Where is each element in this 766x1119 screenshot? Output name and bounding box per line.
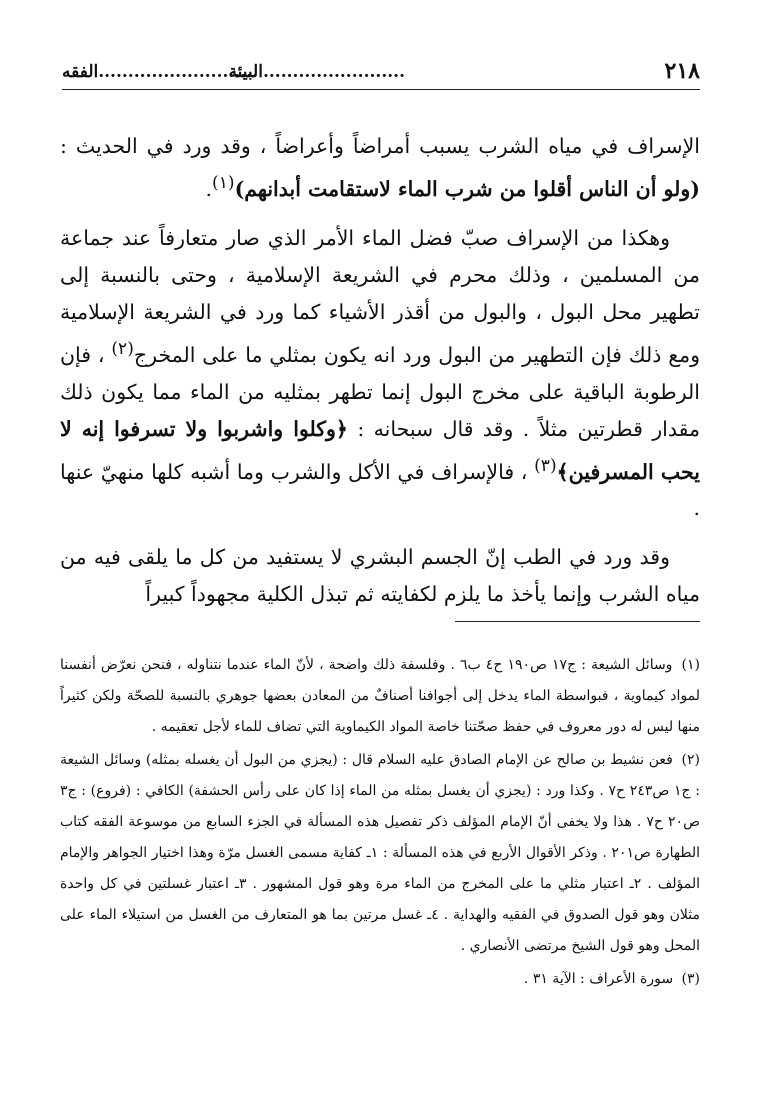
footnote-number: (١)	[681, 657, 700, 673]
footnote-ref-2[interactable]: (٢)	[111, 338, 134, 359]
footnotes	[60, 650, 700, 997]
paragraph-3	[60, 539, 700, 613]
page-number: ٢١٨	[664, 58, 700, 84]
paragraph-1-end: .	[205, 176, 213, 201]
footnote-number: (٣)	[681, 971, 700, 987]
paragraph-2-text-b: ، فإن الرطوبة الباقية على مخرج البول إنما تطهر بمثليه من الماء مما يكون ذلك مقدار قطرتين مثلاً . وقد قال سبحانه :	[60, 342, 700, 441]
running-header	[62, 58, 700, 86]
footnote-1	[60, 650, 700, 743]
paragraph-2-text-c: ، فالإسراف في الأكل والشرب وما أشبه كلها منهيّ عنها .	[60, 459, 700, 521]
footnote-text: فعن نشيط بن صالح عن الإمام الصادق عليه السلام قال : (يجزي من البول أن يغسله بمثله) وسائل الشيعة : ج١ ص٢٤٣ ح٧ . وكذا ورد : (يجزي أن يغسل بمثله من الماء إذا كان على رأس الحشفة) الكافي : (فروع) : ج٣ ص٢٠ ح٧ . هذا ولا يخفى أنّ الإمام المؤلف ذكر تفصيل هذه المسألة في الجزء السابع من موسوعة الفقه كتاب الطهارة ص٢٠١ . وذكر الأقوال الأربع في هذه المسألة : ١ـ كفاية مسمى الغسل مرّة وهذا اختيار الجواهر والإمام المؤلف . ٢ـ اعتبار مثلي ما على المخرج من الماء مرة وهو قول المشهور . ٣ـ اعتبار غسلتين في كل واحدة مثلان وهو قول الصدوق في الفقيه والهداية . ٤ـ غسل مرتين بما هو المتعارف من الغسل من استيلاء الماء على المحل وهو قول الشيخ مرتضى الأنصاري .	[60, 752, 701, 954]
section-title: ........................البيئة	[228, 62, 405, 82]
footnote-text: سورة الأعراف : الآية ٣١ .	[523, 971, 674, 987]
paragraph-2	[60, 220, 700, 528]
paragraph-3-text: وقد ورد في الطب إنّ الجسم البشري لا يستفيد من كل ما يلقى فيه من مياه الشرب وإنما يأخذ ما يلزم لكفايته ثم تبذل الكلية مجهوداً كبيراً	[60, 545, 700, 607]
paragraph-1	[60, 128, 700, 208]
main-text	[60, 128, 700, 625]
chapter-title: ...........................الفقه	[62, 62, 259, 82]
hadith-quote: (ولو أن الناس أقلوا من شرب الماء لاستقامت أبدانهم)	[234, 176, 700, 201]
footnote-text: وسائل الشيعة : ج١٧ ص١٩٠ ح٤ ب٦ . وفلسفة ذلك واضحة ، لأنّ الماء عندما نتناوله ، فنحن نعرّض أنفسنا لمواد كيماوية ، فبواسطة الماء يدخل إلى أجوافنا أصنافٌ من المعادن بعضها جوهري بالنسبة للصحّة ولكن كثيراً منها ليس له دور معروف في حفظ صحّتنا خاصة المواد الكيماوية التي تضاف للماء لأجل تعقيمه .	[60, 657, 700, 735]
quran-quote: ﴿وكلوا واشربوا ولا تسرفوا إنه لا يحب المسرفين﴾	[60, 416, 701, 484]
footnote-separator	[455, 621, 700, 622]
footnote-2	[60, 745, 700, 962]
paragraph-2-text: وهكذا من الإسراف صبّ فضل الماء الأمر الذي صار متعارفاً عند جماعة من المسلمين ، وذلك محرم في الشريعة الإسلامية ، وحتى بالنسبة إلى تطهير محل البول ، والبول من أقذر الأشياء كما ورد في الشريعة الإسلامية ومع ذلك فإن التطهير من البول ورد انه يكون بمثلي ما على المخرج	[60, 225, 700, 367]
footnote-ref-1[interactable]: (١)	[212, 173, 235, 193]
footnote-number: (٢)	[681, 752, 700, 768]
paragraph-1-text: الإسراف في مياه الشرب يسبب أمراضاً وأعراضاً ، وقد ورد في الحديث :	[60, 134, 700, 158]
footnote-3	[60, 964, 700, 995]
header-rule	[62, 89, 700, 90]
footnote-ref-3[interactable]: (٣)	[534, 455, 557, 476]
